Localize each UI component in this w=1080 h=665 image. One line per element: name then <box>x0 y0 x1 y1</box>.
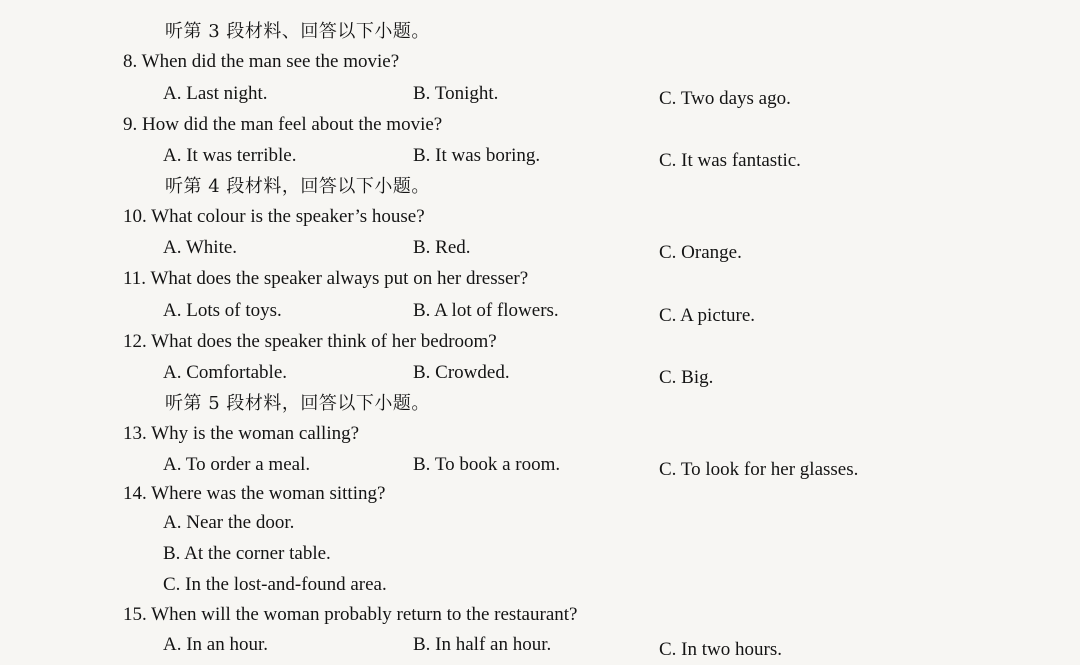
option-c: C. To look for her glasses. <box>659 459 859 480</box>
option-a: A. Last night. <box>163 83 268 104</box>
option-a: A. It was terrible. <box>163 145 297 166</box>
question-row <box>0 327 1080 357</box>
options-row <box>0 630 1080 660</box>
section-heading: 听第 3 段材料、回答以下小题。 <box>165 21 430 42</box>
question-row <box>0 47 1080 77</box>
option-c: C. It was fantastic. <box>659 150 801 171</box>
question-text: 13. Why is the woman calling? <box>123 423 360 444</box>
option-b: B. To book a room. <box>413 454 561 475</box>
option-c: C. Two days ago. <box>659 88 791 109</box>
option-a: A. Comfortable. <box>163 362 288 383</box>
option-row <box>0 570 1080 600</box>
options-row <box>0 450 1080 480</box>
section-instruction <box>0 172 1080 202</box>
question-text: 9. How did the man feel about the movie? <box>123 114 443 135</box>
option-text: C. In the lost-and-found area. <box>163 574 387 595</box>
option-b: B. Red. <box>413 237 471 258</box>
question-row <box>0 419 1080 449</box>
option-text: A. Near the door. <box>163 512 295 533</box>
question-text: 11. What does the speaker always put on her dresser? <box>123 268 529 289</box>
section-heading: 听第 5 段材料，回答以下小题。 <box>165 393 430 414</box>
option-a: A. To order a meal. <box>163 454 311 475</box>
option-c: C. In two hours. <box>659 639 782 660</box>
option-c: C. Big. <box>659 367 714 388</box>
question-row <box>0 110 1080 140</box>
question-text: 15. When will the woman probably return to the restaurant? <box>123 604 578 625</box>
option-b: B. It was boring. <box>413 145 541 166</box>
option-row <box>0 508 1080 538</box>
option-b: B. Crowded. <box>413 362 510 383</box>
question-text: 10. What colour is the speaker’s house? <box>123 206 425 227</box>
option-b: B. A lot of flowers. <box>413 300 559 321</box>
option-b: B. Tonight. <box>413 83 499 104</box>
options-row <box>0 296 1080 326</box>
options-row <box>0 79 1080 109</box>
option-c: C. A picture. <box>659 305 756 326</box>
section-heading: 听第 4 段材料，回答以下小题。 <box>165 176 430 197</box>
question-text: 12. What does the speaker think of her bedroom? <box>123 331 497 352</box>
question-row <box>0 600 1080 630</box>
option-text: B. At the corner table. <box>163 543 331 564</box>
section-instruction <box>0 389 1080 419</box>
option-b: B. In half an hour. <box>413 634 552 655</box>
options-row <box>0 141 1080 171</box>
options-row <box>0 358 1080 388</box>
section-instruction <box>0 17 1080 47</box>
question-text: 14. Where was the woman sitting? <box>123 483 386 504</box>
question-text: 8. When did the man see the movie? <box>123 51 400 72</box>
option-a: A. Lots of toys. <box>163 300 282 321</box>
option-a: A. White. <box>163 237 238 258</box>
option-c: C. Orange. <box>659 242 742 263</box>
options-row <box>0 233 1080 263</box>
question-row <box>0 202 1080 232</box>
option-a: A. In an hour. <box>163 634 269 655</box>
option-row <box>0 539 1080 569</box>
question-row <box>0 264 1080 294</box>
question-row <box>0 479 1080 509</box>
